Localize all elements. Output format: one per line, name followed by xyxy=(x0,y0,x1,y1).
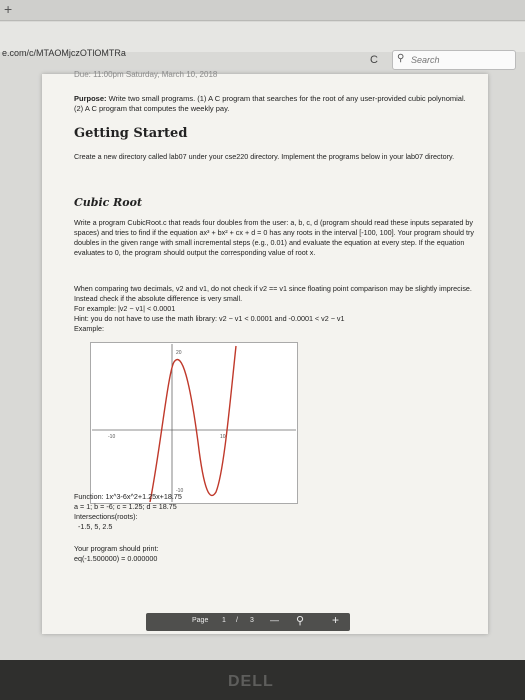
getting-started-text: Create a new directory called lab07 under your cse220 directory. Implement the programs below in your lab07 directory. xyxy=(74,152,455,161)
getting-started-heading: Getting Started xyxy=(74,126,188,141)
reload-icon[interactable]: C xyxy=(370,54,378,66)
url-bar[interactable] xyxy=(0,22,525,58)
zoom-icon[interactable]: ⚲ xyxy=(296,615,305,627)
search-input[interactable] xyxy=(409,52,513,68)
zoom-in-plus-icon[interactable]: + xyxy=(332,613,340,627)
page-label: Page xyxy=(192,617,209,624)
hint-line: Hint: you do not have to use the math library: v2 − v1 < 0.0001 and -0.0001 < v2 − v1 xyxy=(74,314,345,323)
tick-left: -10 xyxy=(108,434,116,440)
compare-text: When comparing two decimals, v2 and v1, do not check if v2 == v1 since floating point comparison may be slightly imprecise. Instead check if the absolute difference is very small. xyxy=(74,284,472,303)
new-tab-plus-icon[interactable]: + xyxy=(4,1,13,17)
monitor-logo: DELL xyxy=(228,673,274,690)
tick-right: 10 xyxy=(220,434,226,440)
page-current[interactable]: 1 xyxy=(222,617,226,624)
tick-top: 20 xyxy=(176,350,182,356)
tab-bar xyxy=(0,0,525,21)
pdf-page xyxy=(42,70,488,634)
intersections-label: Intersections(roots): xyxy=(74,512,138,521)
zoom-minus-icon[interactable]: — xyxy=(270,615,279,625)
pdf-toolbar xyxy=(146,613,350,631)
url-text[interactable]: e.com/c/MTAOMjczOTlOMTRa xyxy=(2,48,126,58)
purpose-paragraph xyxy=(74,94,474,114)
purpose-label: Purpose: xyxy=(74,94,107,103)
cubic-root-heading: Cubic Root xyxy=(74,196,143,209)
function-plot xyxy=(90,342,298,504)
search-icon: ⚲ xyxy=(397,53,405,64)
due-date: Due: 11:00pm Saturday, March 10, 2018 xyxy=(74,70,218,79)
print-label: Your program should print: xyxy=(74,544,159,553)
print-line: eq(-1.500000) = 0.000000 xyxy=(74,554,158,563)
coefficients-line: a = 1; b = -6; c = 1.25; d = 18.75 xyxy=(74,502,177,511)
function-plot-svg xyxy=(90,342,298,504)
page-separator: / xyxy=(236,617,238,624)
page-total: 3 xyxy=(250,617,254,624)
search-box[interactable] xyxy=(392,50,516,70)
example-line: For example: |v2 − v1| < 0.0001 xyxy=(74,304,176,313)
function-line: Function: 1x^3-6x^2+1.25x+18.75 xyxy=(74,492,182,501)
example-label: Example: xyxy=(74,324,104,333)
roots-line: -1.5, 5, 2.5 xyxy=(78,522,113,531)
cubic-root-text: Write a program CubicRoot.c that reads four doubles from the user: a, b, c, d (program should read these inputs separated by spaces) and tries to find if the equation ax³ + bx² + cx + d = 0 has any roots in the interval [-100, 100]. Your program should try doubles in the given range with small incremental steps (e.g., 0.01) and evaluate the equation at every step. If the equation evaluates to 0, the program should output the corresponding value of root x. xyxy=(74,218,474,257)
plot-frame xyxy=(91,343,298,504)
purpose-text: Write two small programs. (1) A C program that searches for the root of any user-provided cubic polynomial. (2) A C program that computes the weekly pay. xyxy=(74,94,466,113)
tick-bottom: -10 xyxy=(176,488,184,494)
